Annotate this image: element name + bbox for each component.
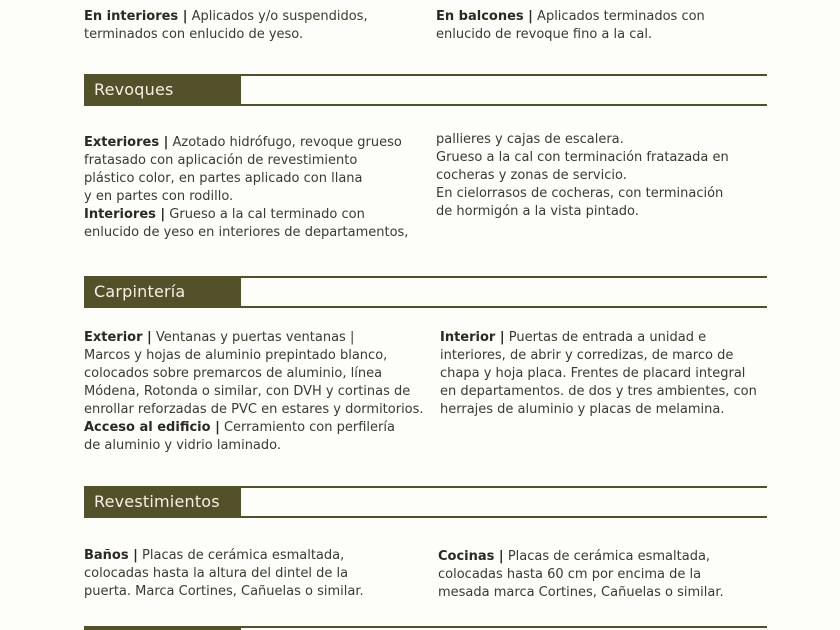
intro-right-line-2: enlucido de revoque fino a la cal.: [436, 27, 653, 42]
revoques-left-paragraph: [84, 134, 429, 242]
revoques-right-text: pallieres y cajas de escalera. Grueso a la cal con terminación fratazada en cocheras y zonas de servicio. En cielorrasos de cocheras, con terminación de hormigón a la vista pintado.: [436, 132, 729, 219]
header-rule-top: [241, 486, 767, 488]
carpinteria-exterior-label: Exterior |: [84, 330, 152, 345]
revestimientos-right-paragraph: [438, 548, 783, 602]
revestimientos-cocinas-label: Cocinas |: [438, 549, 504, 564]
carpinteria-acceso-text: Cerramiento con perfilería de aluminio y vidrio laminado.: [84, 420, 395, 453]
revoques-right-paragraph: [436, 131, 776, 221]
header-rule-bottom: [241, 516, 767, 518]
section-header-revoques: [84, 74, 767, 106]
carpinteria-acceso-label: Acceso al edificio |: [84, 420, 220, 435]
header-rule-top: [241, 74, 767, 76]
section-header-revestimientos: [84, 486, 767, 518]
next-section-header-partial: [84, 626, 767, 630]
intro-left-line-1: Aplicados y/o suspendidos,: [187, 9, 368, 24]
revestimientos-cocinas-text: Placas de cerámica esmaltada, colocadas hasta 60 cm por encima de la mesada marca Cortines, Cañuelas o similar.: [438, 549, 724, 600]
header-rule-bottom: [241, 306, 767, 308]
revoques-interiores-label: Interiores |: [84, 207, 166, 222]
next-section-tab: [84, 626, 241, 630]
intro-right-line-1: Aplicados terminados con: [532, 9, 705, 24]
intro-left-paragraph: [84, 8, 414, 44]
revestimientos-left-paragraph: [84, 547, 429, 601]
carpinteria-exterior-text: Ventanas y puertas ventanas | Marcos y hojas de aluminio prepintado blanco, colocados sobre premarcos de aluminio, línea Módena, Rotonda o similar, con DVH y cortinas de enrollar reforzadas de PVC en estares y dormitorios.: [84, 330, 424, 417]
carpinteria-left-paragraph: [84, 329, 429, 455]
revestimientos-banos-text: Placas de cerámica esmaltada, colocadas hasta la altura del dintel de la puerta. Marca Cortines, Cañuelas o similar.: [84, 548, 364, 599]
carpinteria-interior-text: Puertas de entrada a unidad e interiores, de abrir y corredizas, de marco de chapa y hoja placa. Frentes de placard integral en departamentos. de dos y tres ambientes, con herrajes de aluminio y placas de melamina.: [440, 330, 757, 417]
section-title-revestimientos: Revestimientos: [84, 486, 241, 518]
intro-left-line-2: terminados con enlucido de yeso.: [84, 27, 304, 42]
carpinteria-interior-label: Interior |: [440, 330, 505, 345]
header-rule-top: [241, 276, 767, 278]
revoques-exteriores-label: Exteriores |: [84, 135, 169, 150]
header-rule-bottom: [241, 104, 767, 106]
revoques-interiores-text: Grueso a la cal terminado con enlucido de yeso en interiores de departamentos,: [84, 207, 409, 240]
intro-right-paragraph: [436, 8, 776, 44]
revoques-exteriores-text: Azotado hidrófugo, revoque grueso fratasado con aplicación de revestimiento plástico color, en partes aplicado con llana y en partes con rodillo.: [84, 135, 402, 204]
revestimientos-banos-label: Baños |: [84, 548, 138, 563]
carpinteria-right-paragraph: [440, 329, 780, 419]
section-header-carpinteria: [84, 276, 767, 308]
next-section-rule: [241, 626, 767, 628]
intro-left-label: En interiores |: [84, 9, 188, 24]
intro-right-label: En balcones |: [436, 9, 533, 24]
section-title-carpinteria: Carpintería: [84, 276, 241, 308]
section-title-revoques: Revoques: [84, 74, 241, 106]
